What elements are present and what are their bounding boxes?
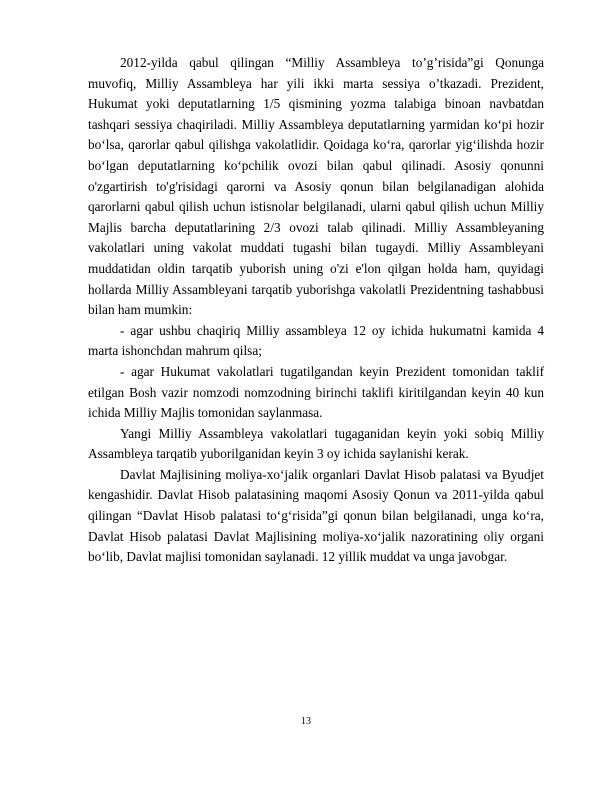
paragraph-dissolution-condition-1: - agar ushbu chaqiriq Milliy assambleya 12 oy ichida hukumatni kamida 4 marta ishonchdan mahrum qilsa;	[88, 322, 544, 359]
paragraph-audit-chamber: Davlat Majlisining moliya-xo‘jalik organlari Davlat Hisob palatasi va Byudjet kengashidir. Davlat Hisob palatasining maqomi Asosiy Qonun va 2011-yilda qabul qilingan “Davlat Hisob palatasi to‘g‘risida”gi qonun bilan belgilanadi, unga ko‘ra, Davlat Hisob palatasi Davlat Majlisining moliya-xo‘jalik nazoratining oliy organi bo‘lib, Davlat majlisi tomonidan saylanadi. 12 yillik muddat va unga javobgar.	[88, 466, 544, 565]
paragraph-new-assembly-election: Yangi Milliy Assambleya vakolatlari tugaganidan keyin yoki sobiq Milliy Assambleya tarqatib yuborilganidan keyin 3 oy ichida saylanishi kerak.	[88, 425, 544, 462]
paragraph-dissolution-condition-2: - agar Hukumat vakolatlari tugatilgandan keyin Prezident tomonidan taklif etilgan Bosh vazir nomzodi nomzodning birinchi taklifi kiritilgandan keyin 40 kun ichida Milliy Majlis tomonidan saylanmasa.	[88, 363, 544, 421]
page-number: 13	[301, 716, 311, 727]
document-page	[88, 53, 544, 568]
paragraph-national-assembly-sessions: 2012-yilda qabul qilingan “Milliy Assambleya to’g’risida”gi Qonunga muvofiq, Milliy Assambleya har yili ikki marta sessiya o’tkazadi. Prezident, Hukumat yoki deputatlarning 1/5 qismining yozma talabiga binoan navbatdan tashqari sessiya chaqiriladi. Milliy Assambleya deputatlarning yarmidan ko‘pi hozir bo‘lsa, qarorlar qabul qilishga vakolatlidir. Qoidaga ko‘ra, qarorlar yig‘ilishda hozir bo‘lgan deputatlarning ko‘pchilik ovozi bilan qabul qilinadi. Asosiy qonunni o'zgartirish to'g'risidagi qarorni va Asosiy qonun bilan belgilanadigan alohida qarorlarni qabul qilish uchun istisnolar belgilanadi, ularni qabul qilish uchun Milliy Majlis barcha deputatlarining 2/3 ovozi talab qilinadi. Milliy Assambleyaning vakolatlari uning vakolat muddati tugashi bilan tugaydi. Milliy Assambleyani muddatidan oldin tarqatib yuborish uning o'zi e'lon qilgan holda ham, quyidagi hollarda Milliy Assambleyani tarqatib yuborishga vakolatli Prezidentning tashabbusi bilan ham mumkin:	[88, 55, 544, 318]
